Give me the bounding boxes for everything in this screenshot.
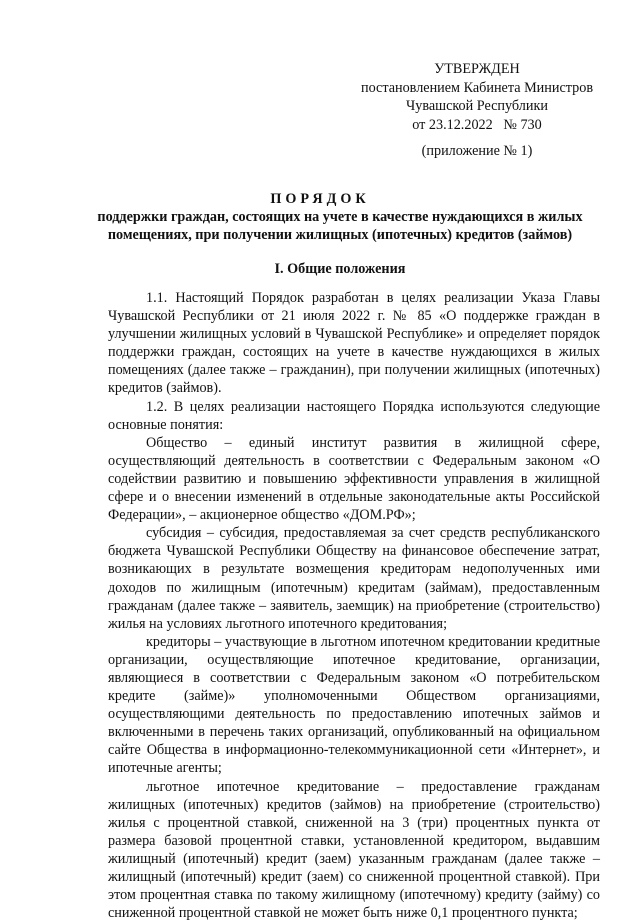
definition-subsidy: субсидия – субсидия, предоставляемая за счет средств республиканского бюджета Чувашской Республики Обществу на финансовое обеспечение затрат, возникающих в результате возмещения кредиторам недополученных ими доходов по жилищным (ипотечным) кредитам (займам), предоставленным гражданам (далее также – заявитель, заемщик) на приобретение (строительство) жилья на условиях льготного ипотечного кредитования; (108, 525, 600, 632)
approval-line-region: Чувашской Республики (406, 98, 548, 114)
document-title: ПОРЯДОК (270, 191, 370, 207)
approval-stamp (352, 60, 602, 134)
approval-line-authority: постановлением Кабинета Министров (360, 79, 594, 96)
definition-society: Общество – единый институт развития в жилищной сфере, осуществляющий деятельность в соответствии с Федеральным законом «О содействии развитию и повышению эффективности управления в жилищной сфере и о внесении изменений в отдельные законодательные акты Российской Федерации», – акционерное общество «ДОМ.РФ»; (108, 434, 600, 524)
paragraph-1-1: 1.1. Настоящий Порядок разработан в целях реализации Указа Главы Чувашской Республики от 21 июля 2022 г. № 85 «О поддержке граждан в улучшении жилищных условий в Чувашской Республике» и определяет порядок поддержки граждан, состоящих на учете в качестве нуждающихся в жилых помещениях (далее также – гражданин), при получении жилищных (ипотечных) кредитов (займов). (108, 290, 600, 397)
document-subtitle: поддержки граждан, состоящих на учете в качестве нуждающихся в жилых помещениях, при получении жилищных (ипотечных) кредитов (займов) (97, 209, 583, 243)
section-heading: I. Общие положения (274, 261, 406, 277)
definition-creditors: кредиторы – участвующие в льготном ипотечном кредитовании кредитные организации, осуществляющие ипотечное кредитование, организации, являющиеся в соответствии с Федеральным законом «О потребительском кредите (займе)» уполномоченными Обществом организациями, осуществляющими деятельность по предоставлению ипотечных займов и включенными в перечень таких организаций, опубликованный на официальном сайте Общества в информационно-телекоммуникационной сети «Интернет», и ипотечные агенты; (108, 633, 600, 777)
document-body (108, 289, 600, 922)
approval-line-approved: УТВЕРЖДЕН (434, 61, 520, 77)
paragraph-1-2: 1.2. В целях реализации настоящего Порядка используются следующие основные понятия: (108, 398, 600, 433)
definition-preferential-mortgage: льготное ипотечное кредитование – предоставление гражданам жилищных (ипотечных) кредитов (займов) на приобретение (строительство) жилья с процентной ставкой, сниженной на 3 (три) процентных пункта от размера базовой процентной ставки, установленной кредитором, выдавшим жилищный (ипотечный) кредит (заем) указанным гражданам (далее также – жилищный (ипотечный) кредит (заем) со сниженной процентной ставкой). При этом процентная ставка по такому жилищному (ипотечному) кредиту (займу) со сниженной процентной ставкой не может быть ниже 0,1 процентного пункта; (108, 778, 600, 922)
annex-note: (приложение № 1) (421, 143, 533, 159)
approval-line-date-number: от 23.12.2022 № 730 (412, 116, 542, 133)
